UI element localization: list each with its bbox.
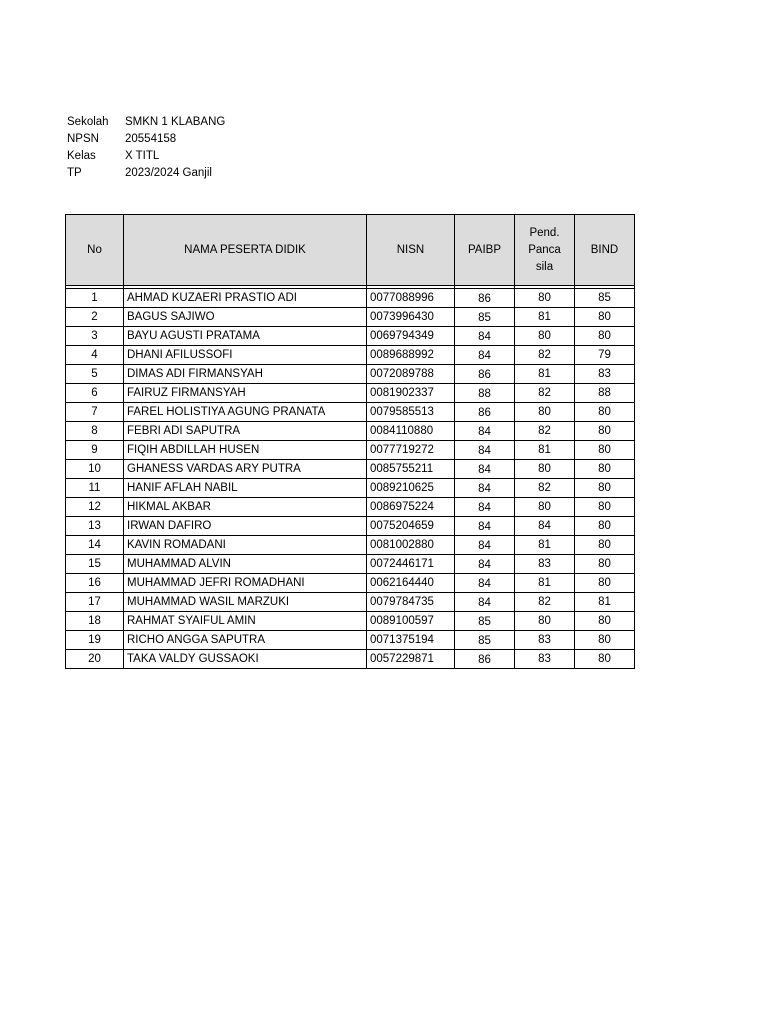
cell-name: AHMAD KUZAERI PRASTIO ADI bbox=[124, 289, 367, 308]
cell-bind: 80 bbox=[575, 517, 635, 536]
cell-paibp: 85 bbox=[455, 612, 515, 631]
cell-name: HANIF AFLAH NABIL bbox=[124, 479, 367, 498]
cell-bind: 80 bbox=[575, 612, 635, 631]
cell-bind: 85 bbox=[575, 289, 635, 308]
cell-paibp: 86 bbox=[455, 365, 515, 384]
header-row bbox=[66, 215, 635, 286]
cell-pancasila: 82 bbox=[515, 593, 575, 612]
npsn-value: 20554158 bbox=[125, 133, 177, 145]
table-row bbox=[66, 574, 635, 593]
cell-no: 14 bbox=[66, 536, 124, 555]
table-row bbox=[66, 479, 635, 498]
cell-nisn: 0089688992 bbox=[367, 346, 455, 365]
cell-nisn: 0089210625 bbox=[367, 479, 455, 498]
cell-name: GHANESS VARDAS ARY PUTRA bbox=[124, 460, 367, 479]
cell-no: 10 bbox=[66, 460, 124, 479]
cell-no: 2 bbox=[66, 308, 124, 327]
cell-bind: 81 bbox=[575, 593, 635, 612]
npsn-row bbox=[67, 131, 225, 148]
cell-name: HIKMAL AKBAR bbox=[124, 498, 367, 517]
table-row bbox=[66, 498, 635, 517]
cell-pancasila: 83 bbox=[515, 650, 575, 669]
cell-no: 19 bbox=[66, 631, 124, 650]
cell-bind: 79 bbox=[575, 346, 635, 365]
cell-bind: 80 bbox=[575, 650, 635, 669]
table-row bbox=[66, 555, 635, 574]
cell-pancasila: 80 bbox=[515, 498, 575, 517]
cell-pancasila: 80 bbox=[515, 460, 575, 479]
cell-pancasila: 80 bbox=[515, 327, 575, 346]
cell-bind: 80 bbox=[575, 308, 635, 327]
cell-no: 8 bbox=[66, 422, 124, 441]
cell-bind: 80 bbox=[575, 479, 635, 498]
cell-pancasila: 84 bbox=[515, 517, 575, 536]
cell-pancasila: 80 bbox=[515, 403, 575, 422]
table-row bbox=[66, 327, 635, 346]
school-label: Sekolah bbox=[67, 116, 109, 128]
table-row bbox=[66, 612, 635, 631]
cell-bind: 80 bbox=[575, 327, 635, 346]
class-label: Kelas bbox=[67, 150, 96, 162]
cell-name: KAVIN ROMADANI bbox=[124, 536, 367, 555]
cell-bind: 88 bbox=[575, 384, 635, 403]
cell-paibp: 84 bbox=[455, 555, 515, 574]
cell-paibp: 85 bbox=[455, 631, 515, 650]
cell-pancasila: 82 bbox=[515, 346, 575, 365]
cell-nisn: 0081002880 bbox=[367, 536, 455, 555]
cell-paibp: 84 bbox=[455, 536, 515, 555]
cell-bind: 80 bbox=[575, 498, 635, 517]
cell-bind: 80 bbox=[575, 441, 635, 460]
table-row bbox=[66, 289, 635, 308]
cell-nisn: 0071375194 bbox=[367, 631, 455, 650]
table-row bbox=[66, 403, 635, 422]
school-year-row bbox=[67, 165, 225, 182]
class-value: X TITL bbox=[125, 150, 160, 162]
cell-bind: 80 bbox=[575, 631, 635, 650]
cell-pancasila: 81 bbox=[515, 536, 575, 555]
cell-name: MUHAMMAD JEFRI ROMADHANI bbox=[124, 574, 367, 593]
cell-pancasila: 83 bbox=[515, 555, 575, 574]
table-body bbox=[66, 286, 635, 669]
cell-nisn: 0077088996 bbox=[367, 289, 455, 308]
cell-paibp: 86 bbox=[455, 650, 515, 669]
header-pancasila-text: Pend. Panca sila bbox=[528, 226, 561, 273]
cell-name: RICHO ANGGA SAPUTRA bbox=[124, 631, 367, 650]
cell-paibp: 85 bbox=[455, 308, 515, 327]
cell-pancasila: 81 bbox=[515, 308, 575, 327]
table-row bbox=[66, 593, 635, 612]
header-paibp: PAIBP bbox=[455, 215, 515, 286]
school-value: SMKN 1 KLABANG bbox=[125, 116, 226, 128]
cell-nisn: 0075204659 bbox=[367, 517, 455, 536]
cell-pancasila: 82 bbox=[515, 384, 575, 403]
cell-nisn: 0072089788 bbox=[367, 365, 455, 384]
cell-paibp: 84 bbox=[455, 498, 515, 517]
cell-nisn: 0084110880 bbox=[367, 422, 455, 441]
cell-paibp: 84 bbox=[455, 593, 515, 612]
school-info bbox=[67, 114, 225, 182]
cell-no: 15 bbox=[66, 555, 124, 574]
cell-nisn: 0072446171 bbox=[367, 555, 455, 574]
cell-name: FAREL HOLISTIYA AGUNG PRANATA bbox=[124, 403, 367, 422]
cell-paibp: 84 bbox=[455, 422, 515, 441]
cell-name: BAGUS SAJIWO bbox=[124, 308, 367, 327]
cell-nisn: 0069794349 bbox=[367, 327, 455, 346]
cell-no: 7 bbox=[66, 403, 124, 422]
header-bind: BIND bbox=[575, 215, 635, 286]
header-pancasila bbox=[515, 215, 575, 286]
table-row bbox=[66, 346, 635, 365]
cell-paibp: 84 bbox=[455, 460, 515, 479]
cell-no: 13 bbox=[66, 517, 124, 536]
table-row bbox=[66, 631, 635, 650]
cell-nisn: 0086975224 bbox=[367, 498, 455, 517]
table-row bbox=[66, 517, 635, 536]
cell-pancasila: 81 bbox=[515, 441, 575, 460]
cell-name: DIMAS ADI FIRMANSYAH bbox=[124, 365, 367, 384]
cell-no: 16 bbox=[66, 574, 124, 593]
table-row bbox=[66, 460, 635, 479]
cell-no: 4 bbox=[66, 346, 124, 365]
cell-name: MUHAMMAD WASIL MARZUKI bbox=[124, 593, 367, 612]
cell-name: FAIRUZ FIRMANSYAH bbox=[124, 384, 367, 403]
cell-pancasila: 81 bbox=[515, 574, 575, 593]
cell-pancasila: 80 bbox=[515, 612, 575, 631]
table-row bbox=[66, 536, 635, 555]
cell-nisn: 0062164440 bbox=[367, 574, 455, 593]
cell-no: 11 bbox=[66, 479, 124, 498]
cell-bind: 80 bbox=[575, 403, 635, 422]
table-row bbox=[66, 422, 635, 441]
cell-paibp: 84 bbox=[455, 574, 515, 593]
cell-bind: 80 bbox=[575, 536, 635, 555]
header-no: No bbox=[66, 215, 124, 286]
cell-name: TAKA VALDY GUSSAOKI bbox=[124, 650, 367, 669]
cell-paibp: 84 bbox=[455, 327, 515, 346]
cell-no: 1 bbox=[66, 289, 124, 308]
table-row bbox=[66, 650, 635, 669]
cell-paibp: 86 bbox=[455, 403, 515, 422]
cell-bind: 80 bbox=[575, 422, 635, 441]
cell-nisn: 0085755211 bbox=[367, 460, 455, 479]
cell-name: MUHAMMAD ALVIN bbox=[124, 555, 367, 574]
cell-paibp: 88 bbox=[455, 384, 515, 403]
cell-name: IRWAN DAFIRO bbox=[124, 517, 367, 536]
cell-nisn: 0079784735 bbox=[367, 593, 455, 612]
cell-nisn: 0079585513 bbox=[367, 403, 455, 422]
cell-no: 12 bbox=[66, 498, 124, 517]
cell-nisn: 0077719272 bbox=[367, 441, 455, 460]
cell-bind: 80 bbox=[575, 574, 635, 593]
npsn-label: NPSN bbox=[67, 133, 99, 145]
cell-name: RAHMAT SYAIFUL AMIN bbox=[124, 612, 367, 631]
cell-paibp: 84 bbox=[455, 517, 515, 536]
class-row bbox=[67, 148, 225, 165]
cell-pancasila: 82 bbox=[515, 422, 575, 441]
school-row bbox=[67, 114, 225, 131]
cell-pancasila: 80 bbox=[515, 289, 575, 308]
cell-no: 20 bbox=[66, 650, 124, 669]
header-nisn: NISN bbox=[367, 215, 455, 286]
cell-bind: 80 bbox=[575, 460, 635, 479]
cell-no: 9 bbox=[66, 441, 124, 460]
cell-nisn: 0081902337 bbox=[367, 384, 455, 403]
school-year-value: 2023/2024 Ganjil bbox=[125, 167, 212, 179]
cell-name: FEBRI ADI SAPUTRA bbox=[124, 422, 367, 441]
header-name: NAMA PESERTA DIDIK bbox=[124, 215, 367, 286]
cell-no: 18 bbox=[66, 612, 124, 631]
school-year-label: TP bbox=[67, 167, 82, 179]
cell-pancasila: 81 bbox=[515, 365, 575, 384]
cell-name: FIQIH ABDILLAH HUSEN bbox=[124, 441, 367, 460]
cell-name: DHANI AFILUSSOFI bbox=[124, 346, 367, 365]
cell-paibp: 84 bbox=[455, 479, 515, 498]
table-row bbox=[66, 308, 635, 327]
table-row bbox=[66, 441, 635, 460]
cell-nisn: 0089100597 bbox=[367, 612, 455, 631]
cell-bind: 80 bbox=[575, 555, 635, 574]
cell-paibp: 84 bbox=[455, 441, 515, 460]
cell-pancasila: 83 bbox=[515, 631, 575, 650]
cell-no: 6 bbox=[66, 384, 124, 403]
cell-no: 3 bbox=[66, 327, 124, 346]
cell-no: 5 bbox=[66, 365, 124, 384]
table-row bbox=[66, 384, 635, 403]
cell-name: BAYU AGUSTI PRATAMA bbox=[124, 327, 367, 346]
cell-nisn: 0073996430 bbox=[367, 308, 455, 327]
cell-no: 17 bbox=[66, 593, 124, 612]
grades-table bbox=[65, 214, 635, 669]
cell-paibp: 84 bbox=[455, 346, 515, 365]
table-row bbox=[66, 365, 635, 384]
cell-paibp: 86 bbox=[455, 289, 515, 308]
cell-pancasila: 82 bbox=[515, 479, 575, 498]
cell-bind: 83 bbox=[575, 365, 635, 384]
cell-nisn: 0057229871 bbox=[367, 650, 455, 669]
